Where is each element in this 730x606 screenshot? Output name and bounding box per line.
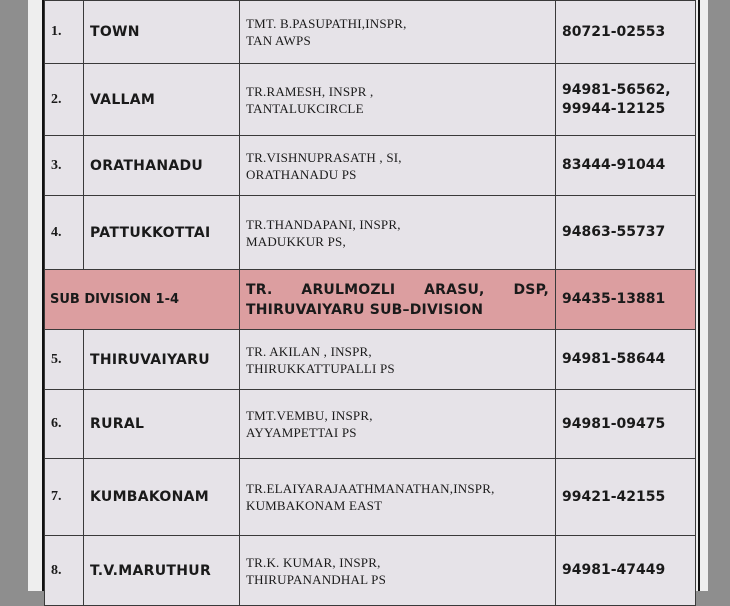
table-row [45,1,696,64]
officer-details [240,390,556,459]
subdivision-name: THIRUVAIYARU SUB–DIVISION [246,301,484,318]
officer-station: THIRUPANANDHAL PS [246,571,387,587]
officer-name: TMT. B.PASUPATHI,INSPR, [246,16,407,31]
officer-details [240,1,556,64]
serial-number: 2. [45,64,84,136]
table-row [45,136,696,196]
officer-details [240,64,556,136]
phone-number: 94981-58644 [556,330,696,390]
table-row [45,536,696,606]
phone-number: 94981-09475 [556,390,696,459]
officer-details [240,536,556,606]
table-row [45,196,696,270]
serial-number: 1. [45,1,84,64]
station-name: VALLAM [84,64,240,136]
officer-details [240,196,556,270]
table-row [45,459,696,536]
officer-name: TR.K. KUMAR, INSPR, [246,554,381,570]
officer-station: THIRUKKATTUPALLI PS [246,360,395,376]
station-name: RURAL [84,390,240,459]
station-name: PATTUKKOTTAI [84,196,240,270]
officer-station: TANTALUKCIRCLE [246,100,364,116]
phone-number: 99421-42155 [556,459,696,536]
serial-number: 8. [45,536,84,606]
table-row [45,64,696,136]
subdivision-row [45,270,696,330]
subdivision-label: SUB DIVISION 1-4 [45,270,240,330]
phone-number: 94981-47449 [556,536,696,606]
officer-name: TR.VISHNUPRASATH , SI, [246,149,402,165]
officer-name: TR.RAMESH, INSPR , [246,83,374,99]
officer-station: AYYAMPETTAI PS [246,425,357,440]
serial-number: 6. [45,390,84,459]
station-name: T.V.MARUTHUR [84,536,240,606]
table-row [45,390,696,459]
serial-number: 3. [45,136,84,196]
serial-number: 4. [45,196,84,270]
phone-number: 94981-56562, [562,81,671,98]
officer-details [240,459,556,536]
station-name: ORATHANADU [84,136,240,196]
serial-number: 5. [45,330,84,390]
phone-number: 80721-02553 [556,1,696,64]
officer-station: MADUKKUR PS, [246,233,346,249]
officer-contact-table [44,0,696,606]
officer-station: ORATHANADU PS [246,166,357,182]
officer-station: TAN AWPS [246,33,311,48]
subdivision-officer [240,270,556,330]
phone-number: 99944-12125 [562,100,666,117]
officer-name: TR. AKILAN , INSPR, [246,343,372,359]
officer-name: TMT.VEMBU, INSPR, [246,408,373,423]
table-row [45,330,696,390]
officer-details [240,330,556,390]
station-name: KUMBAKONAM [84,459,240,536]
dsp-name: TR. ARULMOZLI ARASU, DSP, [246,281,549,298]
station-name: THIRUVAIYARU [84,330,240,390]
officer-name: TR.ELAIYARAJAATHMANATHAN,INSPR, [246,481,495,496]
subdivision-phone: 94435-13881 [556,270,696,330]
officer-name: TR.THANDAPANI, INSPR, [246,216,401,232]
serial-number: 7. [45,459,84,536]
officer-station: KUMBAKONAM EAST [246,498,383,513]
phone-number: 83444-91044 [556,136,696,196]
phone-number: 94863-55737 [556,196,696,270]
phone-numbers [556,64,696,136]
officer-details [240,136,556,196]
station-name: TOWN [84,1,240,64]
